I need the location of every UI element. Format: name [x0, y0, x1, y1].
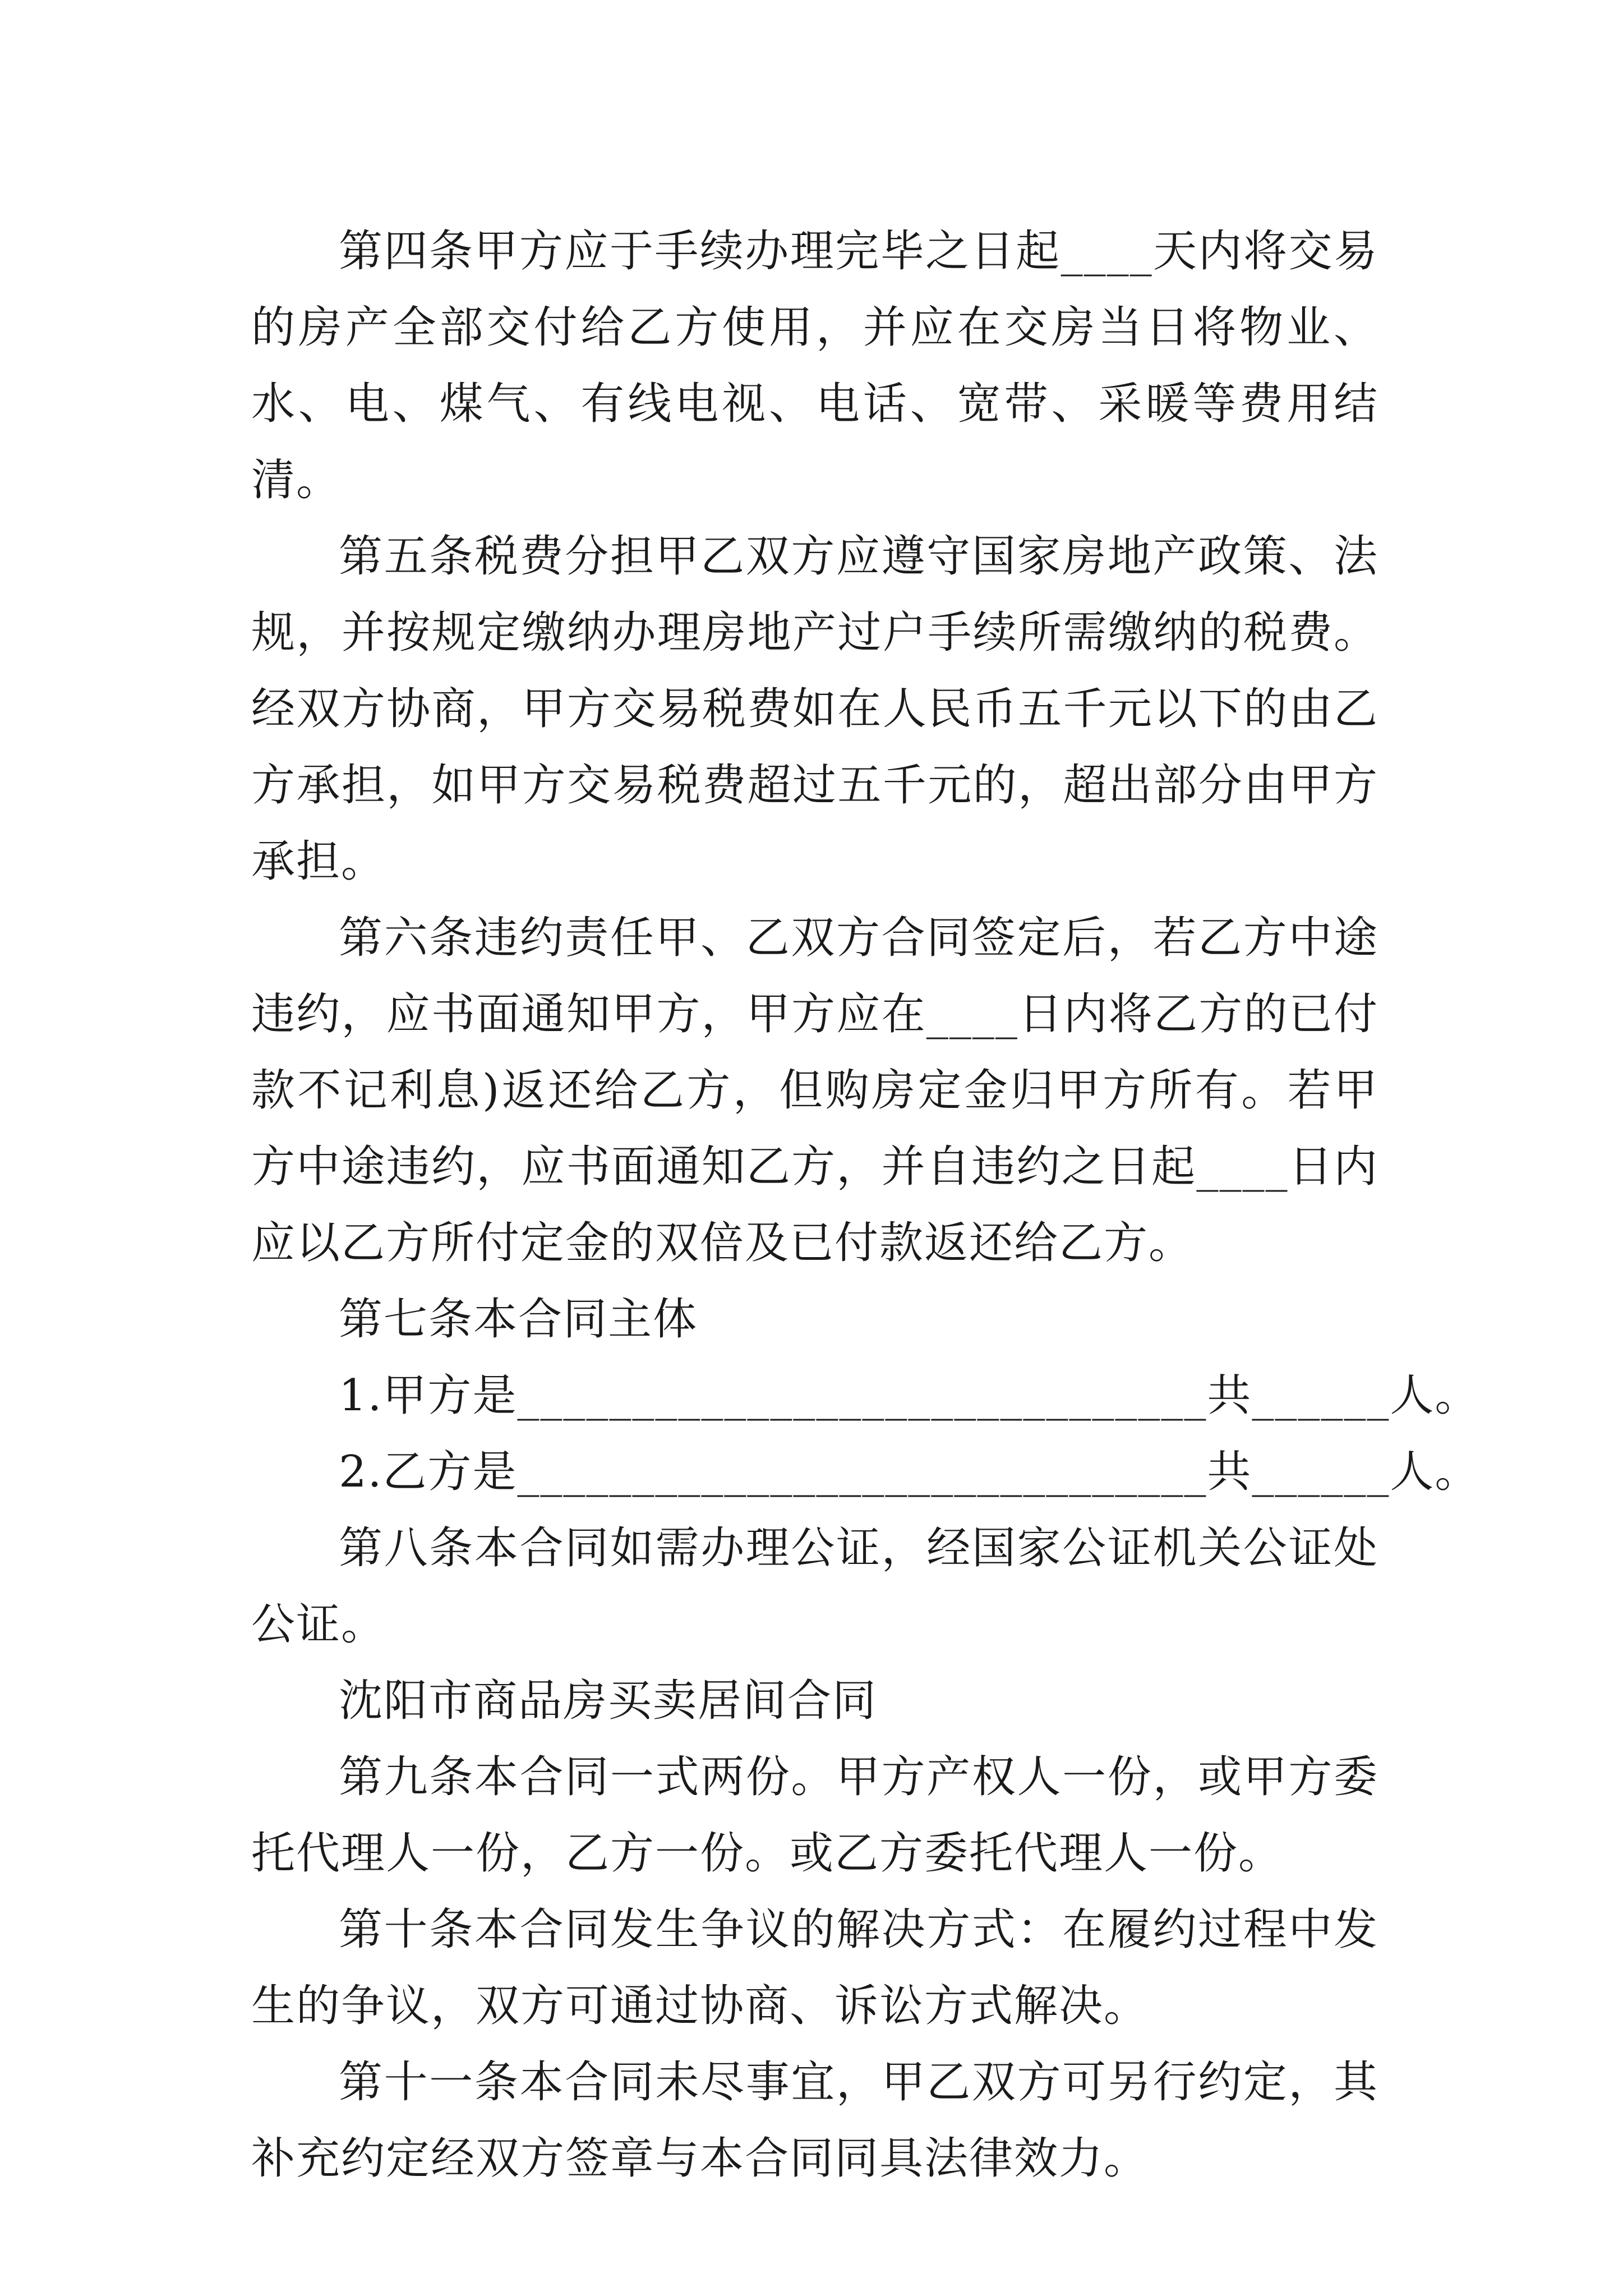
clause-7-party-a: 1.甲方是______________________________共______人。	[339, 1370, 1480, 1421]
clause-4: 第四条甲方应于手续办理完毕之日起____天内将交易的房产全部交付给乙方使用，并应在交房当日将物业、水、电、煤气、有线电视、电话、宽带、采暖等费用结清。	[251, 226, 1378, 505]
clause-6: 第六条违约责任甲、乙双方合同签定后，若乙方中途违约，应书面通知甲方，甲方应在____日内将乙方的已付款不记利息)返还给乙方，但购房定金归甲方所有。若甲方中途违约，应书面通知乙方，并自违约之日起____日内应以乙方所付定金的双倍及已付款返还给乙方。	[251, 913, 1378, 1268]
clause-11: 第十一条本合同未尽事宜，甲乙双方可另行约定，其补充约定经双方签章与本合同同具法律效力。	[251, 2057, 1378, 2184]
document-body	[251, 213, 1480, 2197]
clause-10: 第十条本合同发生争议的解决方式：在履约过程中发生的争议，双方可通过协商、诉讼方式解决。	[251, 1904, 1378, 2031]
clause-9: 第九条本合同一式两份。甲方产权人一份，或甲方委托代理人一份，乙方一份。或乙方委托代理人一份。	[251, 1752, 1378, 1879]
clause-7-heading: 第七条本合同主体	[339, 1294, 698, 1345]
contract-title-line: 沈阳市商品房买卖居间合同	[339, 1676, 878, 1726]
clause-5: 第五条税费分担甲乙双方应遵守国家房地产政策、法规，并按规定缴纳办理房地产过户手续所需缴纳的税费。经双方协商，甲方交易税费如在人民币五千元以下的由乙方承担，如甲方交易税费超过五千元的，超出部分由甲方承担。	[251, 531, 1378, 887]
clause-8: 第八条本合同如需办理公证，经国家公证机关公证处公证。	[251, 1523, 1378, 1650]
clause-7-party-b: 2.乙方是______________________________共______人。	[339, 1447, 1480, 1497]
